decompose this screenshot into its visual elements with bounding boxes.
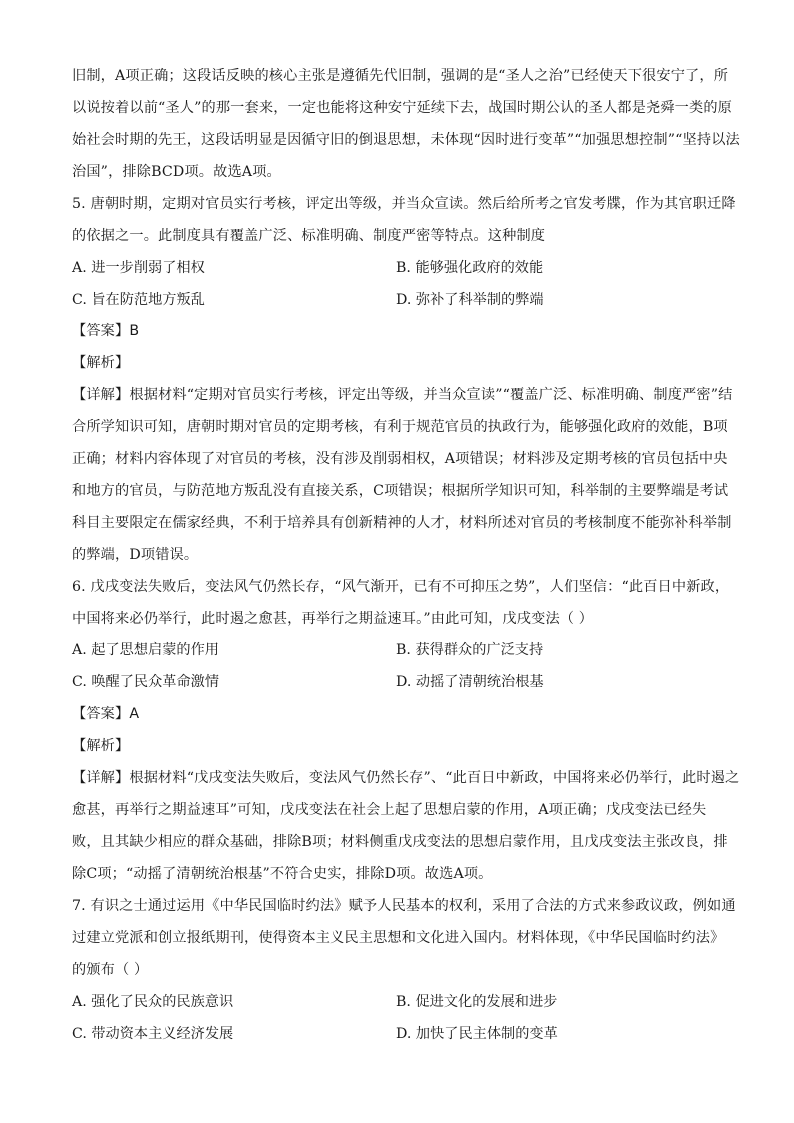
- options-row-ab: [72, 992, 724, 1012]
- options-row-ab: [72, 640, 724, 660]
- option-a: A. 进一步削弱了相权: [72, 260, 205, 276]
- answer-label: 【答案】B: [72, 323, 140, 339]
- text-line: 以说按着以前“圣人”的那一套来，一定也能将这种安宁延续下去，战国时期公认的圣人都是尧舜一类的原: [72, 100, 732, 116]
- detail-line: 【详解】根据材料“戊戌变法失败后，变法风气仍然长存”、“此百日中新政，中国将来必仍举行，此时遏之: [72, 770, 740, 786]
- text-line: 旧制，A项正确；这段话反映的核心主张是遵循先代旧制，强调的是“圣人之治”已经使天下很安宁了，所: [72, 68, 729, 84]
- option-d: D. 弥补了科举制的弊端: [396, 292, 544, 308]
- option-a: A. 起了思想启蒙的作用: [72, 642, 219, 658]
- options-row-cd: [72, 290, 724, 310]
- options-row-cd: [72, 1024, 724, 1044]
- option-c: C. 唤醒了民众革命激情: [72, 674, 220, 690]
- text-line: 治国”，排除BCD项。故选A项。: [72, 164, 281, 180]
- question-stem: 7. 有识之士通过运用《中华民国临时约法》赋予人民基本的权利，采用了合法的方式来参政议政，例如通: [72, 898, 736, 914]
- analysis-label: 【解析】: [72, 738, 130, 754]
- option-b: B. 促进文化的发展和进步: [396, 994, 558, 1010]
- detail-line: 败，且其缺少相应的群众基础，排除B项；材料侧重戊戌变法的思想启蒙作用，且戊戌变法主张改良，排: [72, 834, 728, 850]
- answer-label: 【答案】A: [72, 706, 140, 722]
- analysis-label: 【解析】: [72, 355, 130, 371]
- text-line: 始社会时期的先王，这段话明显是因循守旧的倒退思想，未体现“因时进行变革”“加强思想控制”“坚持以法: [72, 132, 740, 148]
- detail-line: 和地方的官员，与防范地方叛乱没有直接关系，C项错误；根据所学知识可知，科举制的主要弊端是考试: [72, 483, 729, 499]
- question-stem: 6. 戊戌变法失败后，变法风气仍然长存，“风气渐开，已有不可抑压之势”，人们坚信：“此百日中新政，: [72, 579, 730, 595]
- option-a: A. 强化了民众的民族意识: [72, 994, 234, 1010]
- option-b: B. 能够强化政府的效能: [396, 260, 544, 276]
- option-c: C. 带动资本主义经济发展: [72, 1026, 234, 1042]
- question-stem: 5. 唐朝时期，定期对官员实行考核，评定出等级，并当众宣读。然后给所考之官发考牒，作为其官职迁降: [72, 196, 736, 212]
- detail-line: 科目主要限定在儒家经典，不利于培养具有创新精神的人才，材料所述对官员的考核制度不能弥补科举制: [72, 515, 732, 531]
- question-stem: 过建立党派和创立报纸期刊，使得资本主义民主思想和文化进入国内。材料体现，《中华民国临时约法》: [72, 930, 725, 946]
- question-stem: 中国将来必仍举行，此时遏之愈甚，再举行之期益速耳。”由此可知，戊戌变法（ ）: [72, 611, 594, 627]
- option-c: C. 旨在防范地方叛乱: [72, 292, 205, 308]
- detail-line: 正确；材料内容体现了对官员的考核，没有涉及削弱相权，A项错误；材料涉及定期考核的官员包括中央: [72, 451, 728, 467]
- option-d: D. 动摇了清朝统治根基: [396, 674, 544, 690]
- options-row-cd: [72, 672, 724, 692]
- detail-line: 愈甚，再举行之期益速耳”可知，戊戌变法在社会上起了思想启蒙的作用，A项正确；戊戌变法已经失: [72, 802, 707, 818]
- detail-line: 除C项；“动摇了清朝统治根基”不符合史实，排除D项。故选A项。: [72, 866, 493, 882]
- option-b: B. 获得群众的广泛支持: [396, 642, 544, 658]
- question-stem: 的依据之一。此制度具有覆盖广泛、标准明确、制度严密等特点。这种制度: [72, 228, 546, 244]
- detail-line: 的弊端，D项错误。: [72, 547, 199, 563]
- options-row-ab: [72, 258, 724, 278]
- detail-line: 合所学知识可知，唐朝时期对官员的定期考核，有利于规范官员的执政行为，能够强化政府的效能，B项: [72, 419, 728, 435]
- option-d: D. 加快了民主体制的变革: [396, 1026, 558, 1042]
- question-stem: 的颁布（ ）: [72, 962, 149, 978]
- detail-line: 【详解】根据材料“定期对官员实行考核，评定出等级，并当众宣读”“覆盖广泛、标准明确、制度严密”结: [72, 387, 733, 403]
